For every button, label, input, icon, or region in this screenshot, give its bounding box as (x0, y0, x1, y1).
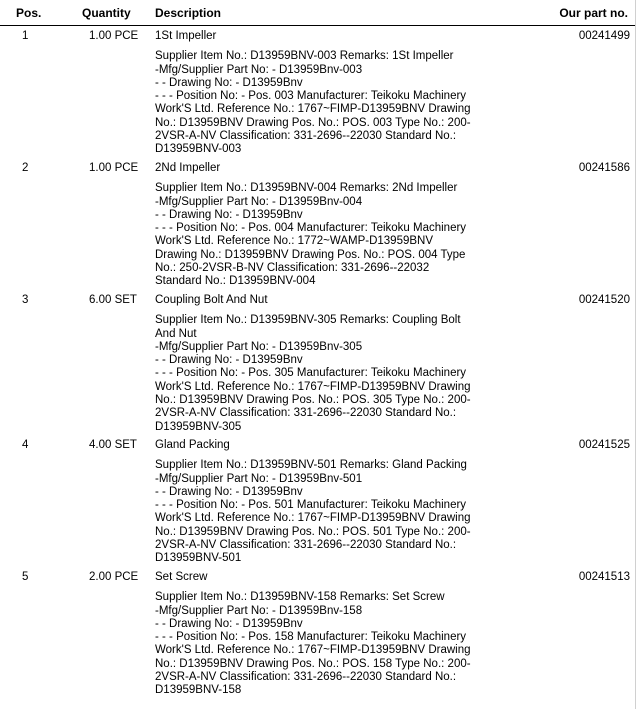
table-row (0, 162, 636, 294)
item-description (155, 571, 485, 698)
item-title: Gland Packing (155, 439, 230, 451)
item-quantity: 1.00 PCE (89, 162, 139, 174)
item-our-part-no: 00241513 (578, 571, 630, 583)
header-our-part-no: Our part no. (559, 6, 628, 20)
item-our-part-no: 00241520 (578, 294, 630, 306)
item-our-part-no: 00241499 (578, 30, 630, 42)
item-pos: 1 (22, 30, 29, 42)
item-pos: 2 (22, 162, 29, 174)
item-description (155, 294, 485, 434)
item-description (155, 439, 485, 566)
item-title: 1St Impeller (155, 30, 217, 42)
header-quantity: Quantity (82, 6, 131, 20)
item-our-part-no: 00241586 (578, 162, 630, 174)
item-description (155, 162, 485, 289)
table-row (0, 571, 636, 703)
items-table (0, 30, 636, 703)
item-detail: Supplier Item No.: D13959BNV-305 Remarks: Coupling Bolt And Nut -Mfg/Supplier Part No: - D13959Bnv-305 - - Drawing No: - D13959Bnv - - - Position No: - Pos. 305 Manufacturer: Teikoku Machinery Work'S Ltd. Reference No.: 1767~FIMP-D13959BNV Drawing No.: D13959BNV Drawing Pos. No.: POS. 305 Type No.: 200- 2VSR-A-NV Classification: 331-2696--22030 Standard No.: D13959BNV-305 (155, 314, 471, 433)
item-title: 2Nd Impeller (155, 162, 221, 174)
item-detail: Supplier Item No.: D13959BNV-003 Remarks: 1St Impeller -Mfg/Supplier Part No: - D13959Bnv-003 - - Drawing No: - D13959Bnv - - - Position No: - Pos. 003 Manufacturer: Teikoku Machinery Work'S Ltd. Reference No.: 1767~FIMP-D13959BNV Drawing No.: D13959BNV Drawing Pos. No.: POS. 003 Type No.: 200- 2VSR-A-NV Classification: 331-2696--22030 Standard No.: D13959BNV-003 (155, 50, 471, 156)
header-description: Description (155, 6, 222, 20)
header-pos: Pos. (16, 6, 42, 20)
item-pos: 4 (22, 439, 29, 451)
item-our-part-no: 00241525 (578, 439, 630, 451)
item-title: Coupling Bolt And Nut (155, 294, 268, 306)
item-detail: Supplier Item No.: D13959BNV-158 Remarks: Set Screw -Mfg/Supplier Part No: - D13959Bnv-158 - - Drawing No: - D13959Bnv - - - Position No: - Pos. 158 Manufacturer: Teikoku Machinery Work'S Ltd. Reference No.: 1767~FIMP-D13959BNV Drawing No.: D13959BNV Drawing Pos. No.: POS. 158 Type No.: 200- 2VSR-A-NV Classification: 331-2696--22030 Standard No.: D13959BNV-158 (155, 591, 471, 697)
item-quantity: 6.00 SET (89, 294, 137, 306)
item-quantity: 1.00 PCE (89, 30, 139, 42)
header-rule (0, 25, 636, 26)
item-pos: 3 (22, 294, 29, 306)
table-row (0, 294, 636, 439)
item-detail: Supplier Item No.: D13959BNV-501 Remarks: Gland Packing -Mfg/Supplier Part No: - D13959Bnv-501 - - Drawing No: - D13959Bnv - - - Position No: - Pos. 501 Manufacturer: Teikoku Machinery Work'S Ltd. Reference No.: 1767~FIMP-D13959BNV Drawing No.: D13959BNV Drawing Pos. No.: POS. 501 Type No.: 200- 2VSR-A-NV Classification: 331-2696--22030 Standard No.: D13959BNV-501 (155, 459, 471, 565)
item-quantity: 4.00 SET (89, 439, 137, 451)
table-header (0, 0, 636, 26)
item-title: Set Screw (155, 571, 208, 583)
item-quantity: 2.00 PCE (89, 571, 139, 583)
table-row (0, 30, 636, 162)
item-description (155, 30, 485, 157)
item-pos: 5 (22, 571, 29, 583)
item-detail: Supplier Item No.: D13959BNV-004 Remarks: 2Nd Impeller -Mfg/Supplier Part No: - D13959Bnv-004 - - Drawing No: - D13959Bnv - - - Position No: - Pos. 004 Manufacturer: Teikoku Machinery Work'S Ltd. Reference No.: 1772~WAMP-D13959BNV Drawing No.: D13959BNV Drawing Pos. No.: POS. 004 Type No.: 250-2VSR-B-NV Classification: 331-2696--22032 Standard No.: D13959BNV-004 (155, 182, 467, 288)
table-row (0, 439, 636, 571)
